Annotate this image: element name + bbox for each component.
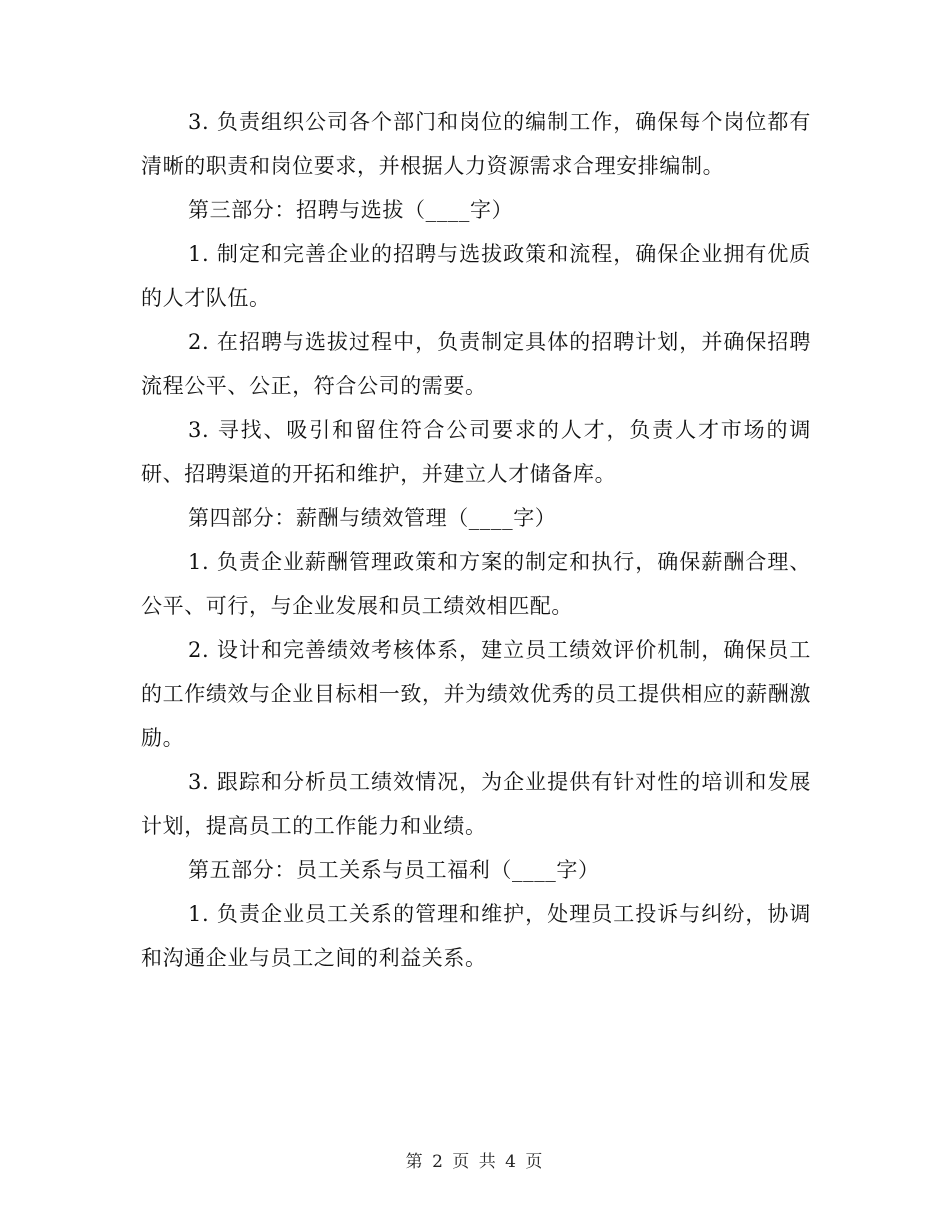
document-body <box>141 100 811 980</box>
paragraph-compensation-1: 1. 负责企业薪酬管理政策和方案的制定和执行，确保薪酬合理、公平、可行，与企业发展和员工绩效相匹配。 <box>141 550 811 618</box>
paragraph-recruitment-3: 3. 寻找、吸引和留住符合公司要求的人才，负责人才市场的调研、招聘渠道的开拓和维护，并建立人才储备库。 <box>141 418 811 486</box>
section-heading-employee-relations: 第五部分：员工关系与员工福利（____字） <box>188 858 600 882</box>
paragraph-compensation-2: 2. 设计和完善绩效考核体系，建立员工绩效评价机制，确保员工的工作绩效与企业目标相一致，并为绩效优秀的员工提供相应的薪酬激励。 <box>141 638 811 750</box>
section-heading-recruitment: 第三部分：招聘与选拔（____字） <box>188 198 514 222</box>
paragraph-recruitment-2: 2. 在招聘与选拔过程中，负责制定具体的招聘计划，并确保招聘流程公平、公正，符合公司的需要。 <box>141 330 811 398</box>
paragraph-item-3-staffing: 3. 负责组织公司各个部门和岗位的编制工作，确保每个岗位都有清晰的职责和岗位要求，并根据人力资源需求合理安排编制。 <box>141 110 811 178</box>
paragraph-compensation-3: 3. 跟踪和分析员工绩效情况，为企业提供有针对性的培训和发展计划，提高员工的工作能力和业绩。 <box>141 770 811 838</box>
page-number-footer: 第 2 页 共 4 页 <box>405 1152 545 1172</box>
paragraph-employee-relations-1: 1. 负责企业员工关系的管理和维护，处理员工投诉与纠纷，协调和沟通企业与员工之间的利益关系。 <box>141 902 811 970</box>
paragraph-recruitment-1: 1. 制定和完善企业的招聘与选拔政策和流程，确保企业拥有优质的人才队伍。 <box>141 242 811 310</box>
section-heading-compensation: 第四部分：薪酬与绩效管理（____字） <box>188 506 557 530</box>
